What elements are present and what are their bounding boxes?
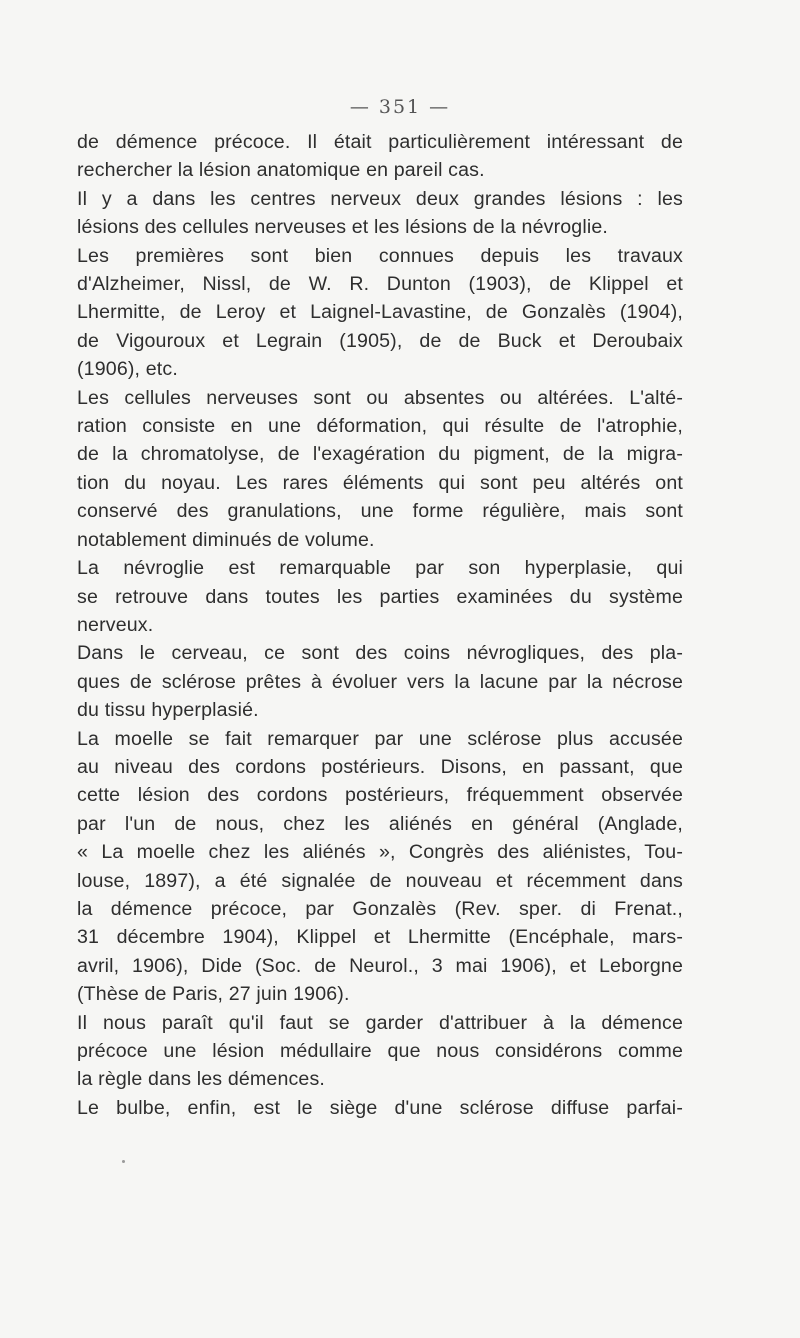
text-line: 31 décembre 1904), Klippel et Lhermitte (Encéphale, mars- [77,926,683,949]
text-line: louse, 1897), a été signalée de nouveau et récemment dans [77,869,683,892]
text-line: de démence précoce. Il était particulièrement intéressant de [77,131,683,153]
text-line: par l'un de nous, chez les aliénés en général (Anglade, [77,812,683,835]
text-line: rechercher la lésion anatomique en pareil cas. [77,159,485,182]
text-line: Il y a dans les centres nerveux deux grandes lésions : les [77,187,683,210]
text-line: La névroglie est remarquable par son hyperplasie, qui [77,557,683,580]
text-line: d'Alzheimer, Nissl, de W. R. Dunton (1903), de Klippel et [77,273,683,296]
text-line: Les premières sont bien connues depuis les travaux [77,244,683,267]
text-line: cette lésion des cordons postérieurs, fréquemment observée [77,784,683,807]
text-line: avril, 1906), Dide (Soc. de Neurol., 3 mai 1906), et Leborgne [77,954,683,977]
body-text [77,128,683,1122]
text-line: ques de sclérose prêtes à évoluer vers la lacune par la nécrose [77,670,683,693]
text-line: la règle dans les démences. [77,1068,326,1091]
text-line: (1906), etc. [77,358,178,381]
text-line: de la chromatolyse, de l'exagération du pigment, de la migra- [77,443,683,466]
text-line: notablement diminués de volume. [77,528,375,551]
text-line: tion du noyau. Les rares éléments qui sont peu altérés ont [77,471,683,494]
text-line: nerveux. [77,613,154,636]
text-line: ration consiste en une déformation, qui résulte de l'atrophie, [77,415,683,438]
text-line: « La moelle chez les aliénés », Congrès des aliénistes, Tou- [77,841,683,864]
text-line: du tissu hyperplasié. [77,699,259,722]
text-line: Dans le cerveau, ce sont des coins névrogliques, des pla- [77,642,683,665]
text-line: se retrouve dans toutes les parties examinées du système [77,585,683,608]
text-line: précoce une lésion médullaire que nous considérons comme [77,1040,683,1062]
text-line: au niveau des cordons postérieurs. Disons, en passant, que [77,755,683,778]
speck-mark [122,1160,125,1163]
text-line: La moelle se fait remarquer par une sclérose plus accusée [77,727,683,750]
text-line: Le bulbe, enfin, est le siège d'une sclérose diffuse parfai- [77,1096,683,1119]
text-line: de Vigouroux et Legrain (1905), de de Buck et Deroubaix [77,329,683,352]
text-line: (Thèse de Paris, 27 juin 1906). [77,983,350,1006]
text-line: la démence précoce, par Gonzalès (Rev. sper. di Frenat., [77,897,683,920]
text-line: Lhermitte, de Leroy et Laignel-Lavastine, de Gonzalès (1904), [77,301,683,324]
text-line: conservé des granulations, une forme régulière, mais sont [77,500,683,523]
text-line: Il nous paraît qu'il faut se garder d'attribuer à la démence [77,1011,683,1034]
text-line: lésions des cellules nerveuses et les lésions de la névroglie. [77,216,609,239]
page-number: — 351 — [349,96,451,118]
text-line: Les cellules nerveuses sont ou absentes ou altérées. L'alté- [77,386,683,409]
